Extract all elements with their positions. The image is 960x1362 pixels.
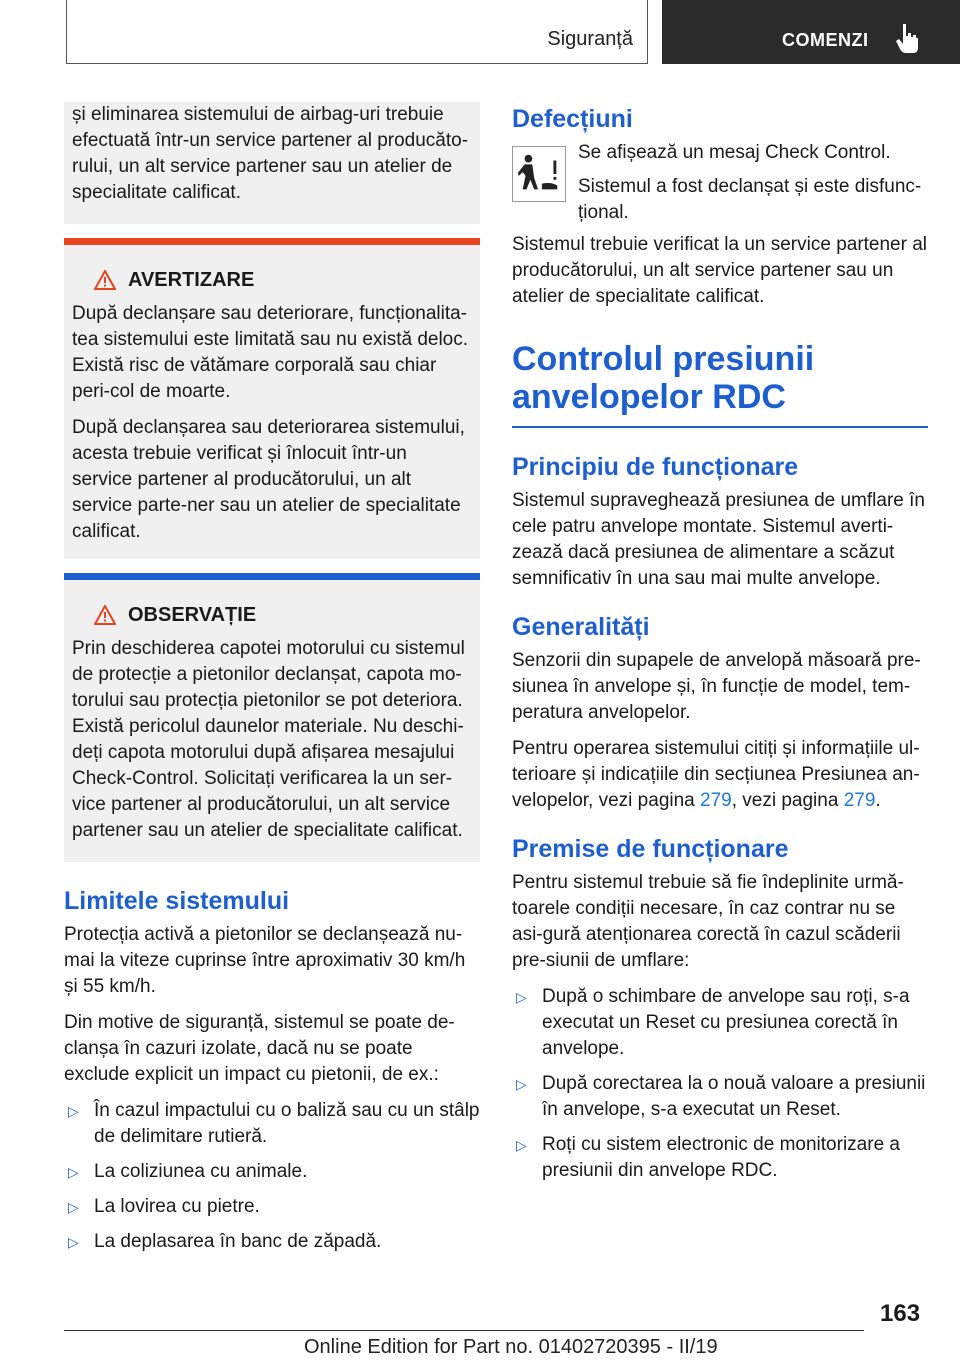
bullet-triangle-icon: ▷: [68, 1164, 79, 1180]
principle-paragraph: Sistemul supraveghează presiunea de umflare în cele patru anvelope montate. Sistemul averti-zează dacă presiunea de alimentare a scăzut semnificativ în una sau mai multe anvelope.: [512, 490, 925, 589]
general-heading: Generalități: [512, 613, 650, 641]
footer-rule: [64, 1330, 864, 1331]
notice-paragraph: Prin deschiderea capotei motorului cu sistemul de protecție a pietonilor declanșat, capota mo-torului sau protecția pietonilor se pot deteriora. Există pericolul daunelor materiale. Nu deschi-deți capota motorului după afișarea mesajului Check-Control. Solicitați verificarea la un ser-vice partener al producătorului, un alt service partener sau un atelier de specialitate calificat.: [72, 638, 465, 841]
header-chapter-label: COMENZI: [782, 30, 869, 50]
page-number: 163: [880, 1300, 921, 1327]
header-section-label: Siguranță: [547, 28, 633, 50]
premises-paragraph: Pentru sistemul trebuie să fie îndeplinite urmă-toarele condiții necesare, în caz contrar nu se asi-gură atenționarea corectă în cazul scăderii pre-siunii de umflare:: [512, 872, 904, 971]
warning-bar: [64, 238, 480, 245]
general-paragraph-1: Senzorii din supapele de anvelopă măsoară pre-siunea în anvelope și, în funcție de model, tem-peratura anvelopelor.: [512, 650, 921, 723]
bullet-triangle-icon: ▷: [516, 1076, 527, 1092]
warning-title-label: AVERTIZARE: [128, 269, 255, 291]
header-section-tab: [66, 0, 648, 64]
faults-paragraph: Sistemul trebuie verificat la un service partener al producătorului, un alt service partener sau un atelier de specialitate calificat.: [512, 234, 928, 307]
general-paragraph-2: Pentru operarea sistemului citiți și informațiile ul-terioare și indicațiile din secțiunea Presiunea an-velopelor, vezi pagina 279, vezi pagina 279.: [512, 738, 920, 811]
warning-paragraph-2: După declanșarea sau deteriorarea sistemului, acesta trebuie verificat și înlocuit într-un service partener al producătorului, un alt service parte-ner sau un atelier de specialitate calificat.: [72, 417, 465, 542]
rdc-title-line-2: anvelopelor RDC: [512, 378, 786, 416]
faults-line-2: Sistemul a fost declanșat și este disfunc-țional.: [578, 176, 922, 223]
list-item: ▷ După o schimbare de anvelope sau roți, s-a executat un Reset cu presiunea corectă în anvelope.: [516, 986, 910, 1059]
premises-heading: Premise de funcționare: [512, 835, 789, 863]
page-link-279[interactable]: 279: [700, 790, 732, 811]
list-item: ▷ La deplasarea în banc de zăpadă.: [64, 1229, 480, 1255]
limits-paragraph-2: Din motive de siguranță, sistemul se poate de-clanșa în cazuri izolate, dacă nu se poate exclude explicit un impact cu pietonii, de ex.:: [64, 1012, 455, 1085]
left-column: [64, 102, 480, 1264]
notice-bar: [64, 573, 480, 580]
intro-text: și eliminarea sistemului de airbag-uri trebuie efectuată într-un service partener al producăto-rului, un alt service partener sau un atelier de specialitate calificat.: [72, 104, 469, 203]
pedestrian-warning-icon: [512, 146, 566, 202]
bullet-triangle-icon: ▷: [68, 1103, 79, 1119]
list-item: ▷ Roți cu sistem electronic de monitorizare a presiunii din anvelope RDC.: [516, 1134, 900, 1181]
bullet-triangle-icon: ▷: [516, 989, 527, 1005]
bullet-triangle-icon: ▷: [68, 1199, 79, 1215]
list-item: ▷ După corectarea la o nouă valoare a presiunii în anvelope, s-a executat un Reset.: [516, 1073, 926, 1120]
notice-title: [94, 602, 472, 628]
limits-list: [64, 1098, 480, 1255]
hand-pointer-icon: [894, 22, 920, 54]
limits-paragraph-1: Protecția activă a pietonilor se declanșează nu-mai la viteze cuprinse între aproximativ 30 km/h și 55 km/h.: [64, 924, 466, 997]
header-chapter-tab: [662, 0, 960, 64]
warning-paragraph-1: După declanșare sau deteriorare, funcționalita-tea sistemului este limitată sau nu există deloc. Există risc de vătămare corporală sau chiar peri-col de moarte.: [72, 303, 469, 402]
notice-box: [64, 580, 480, 862]
faults-heading: Defecțiuni: [512, 105, 633, 133]
list-item: ▷ În cazul impactului cu o baliză sau cu un stâlp de delimitare rutieră.: [68, 1100, 480, 1147]
limits-heading: Limitele sistemului: [64, 887, 290, 915]
warning-triangle-icon: [94, 270, 116, 290]
bullet-triangle-icon: ▷: [516, 1137, 527, 1153]
page-link-279-second[interactable]: 279: [843, 790, 876, 811]
principle-heading: Principiu de funcționare: [512, 453, 799, 481]
notice-title-label: OBSERVAȚIE: [128, 604, 257, 626]
warning-title: [94, 267, 472, 293]
right-column: [512, 104, 928, 1193]
rdc-title-line-1: Controlul presiunii: [512, 340, 815, 378]
list-item: ▷ La lovirea cu pietre.: [64, 1194, 480, 1220]
notice-triangle-icon: [94, 605, 116, 625]
bullet-triangle-icon: ▷: [68, 1234, 79, 1250]
faults-line-1: Se afișează un mesaj Check Control.: [578, 142, 891, 163]
intro-box: [64, 102, 480, 224]
warning-box: [64, 245, 480, 559]
footer-edition: Online Edition for Part no. 01402720395 - II/19: [304, 1336, 718, 1358]
list-item: ▷ La coliziunea cu animale.: [64, 1159, 480, 1185]
premises-list: [512, 984, 928, 1184]
title-rule: [512, 426, 928, 428]
